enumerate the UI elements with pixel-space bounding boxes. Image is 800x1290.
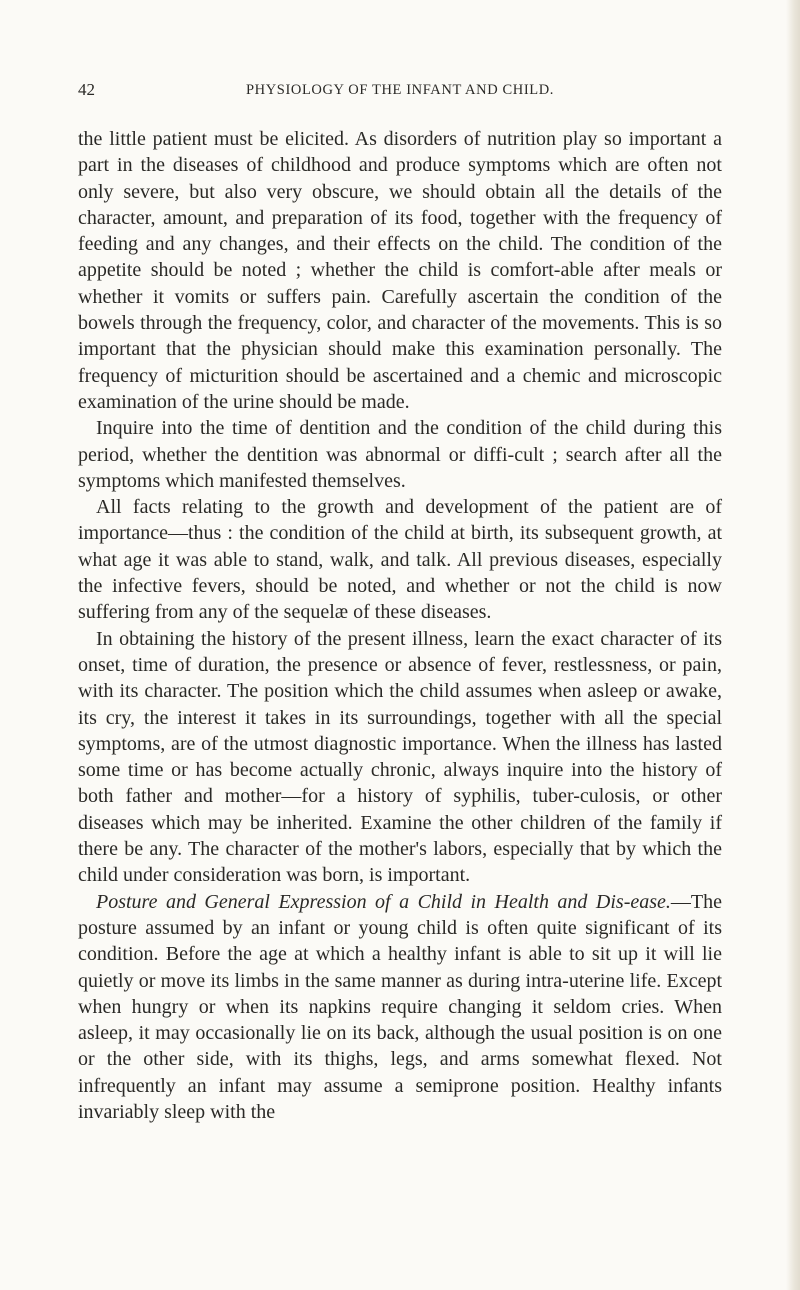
page-edge-shadow [786,0,800,1290]
page-header [78,74,722,106]
section-heading: Posture and General Expression of a Child in Health and Dis-ease. [96,890,671,913]
paragraph [78,889,722,1126]
book-page [78,74,722,1125]
paragraph-text: —The posture assumed by an infant or young child is often quite significant of its condition. Before the age at which a healthy infant is able to sit up it will lie quietly or move its limbs in the same manner as during intra-uterine life. Except when hungry or when its napkins require changing it seldom cries. When asleep, it may occasionally lie on its back, although the usual position is on one or the other side, with its thighs, legs, and arms somewhat flexed. Not infrequently an infant may assume a semiprone position. Healthy infants invariably sleep with the [78,890,722,1123]
running-head: PHYSIOLOGY OF THE INFANT AND CHILD. [245,82,555,98]
paragraph: All facts relating to the growth and development of the patient are of importance—thus : the condition of the child at birth, its subsequent growth, at what age it was able to stand, walk, and talk. All previous diseases, especially the infective fevers, should be noted, and whether or not the child is now suffering from any of the sequelæ of these diseases. [78,496,722,624]
body-text [78,126,722,1125]
paragraph: Inquire into the time of dentition and the condition of the child during this period, whether the dentition was abnormal or diffi-cult ; search after all the symptoms which manifested themselves. [78,417,722,492]
paragraph: the little patient must be elicited. As disorders of nutrition play so important a part in the diseases of childhood and produce symptoms which are often not only severe, but also very obscure, we should obtain all the details of the character, amount, and preparation of its food, together with the frequency of feeding and any changes, and their effects on the child. The condition of the appetite should be noted ; whether the child is comfort-able after meals or whether it vomits or suffers pain. Carefully ascertain the condition of the bowels through the frequency, color, and character of the movements. This is so important that the physician should make this examination personally. The frequency of micturition should be ascertained and a chemic and microscopic examination of the urine should be made. [78,128,722,413]
paragraph: In obtaining the history of the present illness, learn the exact character of its onset, time of duration, the presence or absence of fever, restlessness, or pain, with its character. The position which the child assumes when asleep or awake, its cry, the interest it takes in its surroundings, together with all the special symptoms, are of the utmost diagnostic importance. When the illness has lasted some time or has become actually chronic, always inquire into the history of both father and mother—for a history of syphilis, tuber-culosis, or other diseases which may be inherited. Examine the other children of the family if there be any. The character of the mother's labors, especially that by which the child under consideration was born, is important. [78,627,722,887]
page-number: 42 [78,80,95,99]
